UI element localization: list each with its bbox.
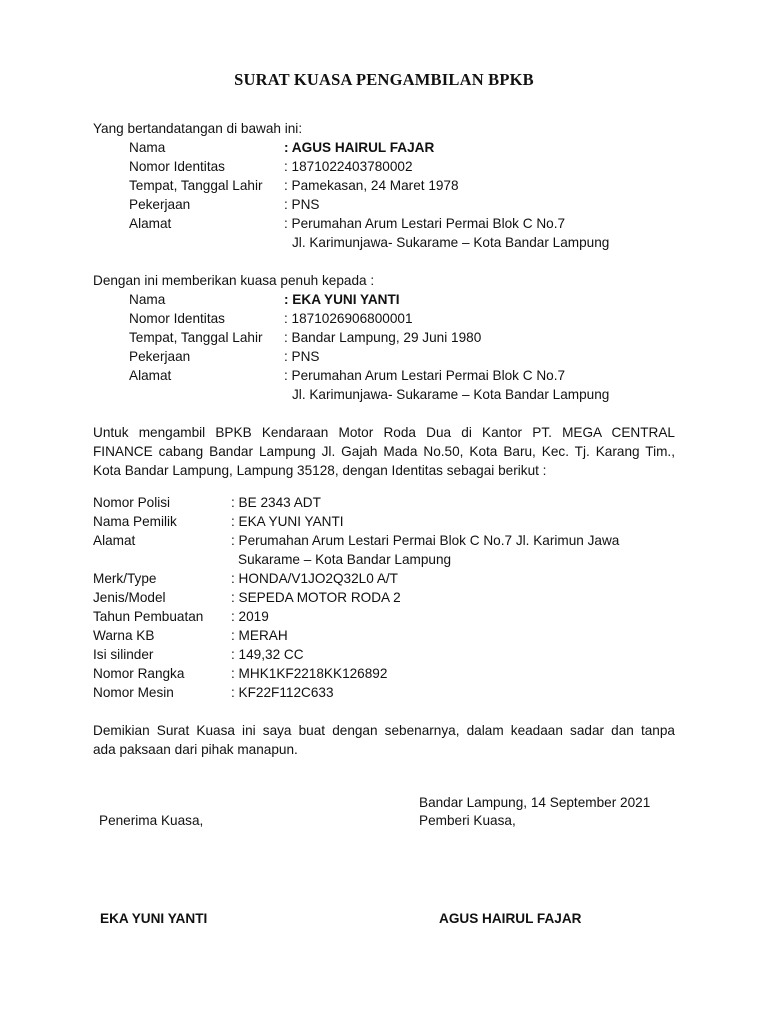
- field-value: : 1871026906800001: [284, 311, 413, 326]
- field-label: Nomor Identitas: [129, 159, 225, 174]
- field-value: : MERAH: [231, 628, 288, 643]
- paragraph-line: FINANCE cabang Bandar Lampung Jl. Gajah Mada No.50, Kota Baru, Kec. Tj. Karang Tim.,: [93, 444, 675, 459]
- field-label: Tempat, Tanggal Lahir: [129, 178, 263, 193]
- field-value: : SEPEDA MOTOR RODA 2: [231, 590, 401, 605]
- field-value: : EKA YUNI YANTI: [231, 514, 344, 529]
- grantee-intro: Dengan ini memberikan kuasa penuh kepada :: [93, 273, 375, 288]
- field-value: : PNS: [284, 349, 320, 364]
- field-value: : EKA YUNI YANTI: [284, 292, 400, 307]
- purpose-paragraph: [93, 423, 675, 480]
- paragraph-line: ada paksaan dari pihak manapun.: [93, 742, 298, 757]
- field-label: Nama: [129, 292, 166, 307]
- letter-title: SURAT KUASA PENGAMBILAN BPKB: [234, 70, 534, 89]
- field-label: Merk/Type: [93, 571, 157, 586]
- field-value: : PNS: [284, 197, 320, 212]
- field-value: Sukarame – Kota Bandar Lampung: [238, 552, 452, 567]
- field-value: : Bandar Lampung, 29 Juni 1980: [284, 330, 482, 345]
- field-value: : Pamekasan, 24 Maret 1978: [284, 178, 459, 193]
- field-value: : KF22F112C633: [231, 685, 334, 700]
- place-date: Bandar Lampung, 14 September 2021: [419, 795, 651, 810]
- field-label: Nomor Polisi: [93, 495, 171, 510]
- field-label: Nama Pemilik: [93, 514, 177, 529]
- field-label: Nama: [129, 140, 166, 155]
- field-value: : 2019: [231, 609, 269, 624]
- paragraph-line: Untuk mengambil BPKB Kendaraan Motor Roda Dua di Kantor PT. MEGA CENTRAL: [93, 425, 675, 440]
- field-value: : MHK1KF2218KK126892: [231, 666, 388, 681]
- field-value: : Perumahan Arum Lestari Permai Blok C No.7: [284, 216, 566, 231]
- grantor-intro: Yang bertandatangan di bawah ini:: [93, 121, 303, 136]
- receiver-name: EKA YUNI YANTI: [100, 911, 208, 926]
- field-label: Isi silinder: [93, 647, 154, 662]
- closing-paragraph: [93, 721, 675, 759]
- field-label: Pekerjaan: [129, 197, 191, 212]
- paragraph-line: Demikian Surat Kuasa ini saya buat dengan sebenarnya, dalam keadaan sadar dan tanpa: [93, 723, 675, 738]
- receiver-label: Penerima Kuasa,: [99, 813, 204, 828]
- field-label: Jenis/Model: [93, 590, 166, 605]
- field-label: Warna KB: [93, 628, 155, 643]
- field-label: Nomor Identitas: [129, 311, 225, 326]
- field-label: Alamat: [129, 368, 172, 383]
- giver-name: AGUS HAIRUL FAJAR: [439, 911, 582, 926]
- grantor-address-cont: Jl. Karimunjawa- Sukarame – Kota Bandar Lampung: [292, 235, 610, 250]
- field-label: Tempat, Tanggal Lahir: [129, 330, 263, 345]
- field-value: : Perumahan Arum Lestari Permai Blok C No.7 Jl. Karimun Jawa: [231, 533, 620, 548]
- field-value: : 1871022403780002: [284, 159, 413, 174]
- field-label: Alamat: [129, 216, 172, 231]
- field-label: Nomor Rangka: [93, 666, 185, 681]
- field-value: : Perumahan Arum Lestari Permai Blok C No.7: [284, 368, 566, 383]
- field-label: Alamat: [93, 533, 136, 548]
- field-label: Tahun Pembuatan: [93, 609, 204, 624]
- grantee-address-cont: Jl. Karimunjawa- Sukarame – Kota Bandar Lampung: [292, 387, 610, 402]
- field-value: : BE 2343 ADT: [231, 495, 321, 510]
- field-value: : AGUS HAIRUL FAJAR: [284, 140, 435, 155]
- field-label: Pekerjaan: [129, 349, 191, 364]
- field-label: Nomor Mesin: [93, 685, 174, 700]
- paragraph-line: Kota Bandar Lampung, Lampung 35128, dengan Identitas sebagai berikut :: [93, 463, 547, 478]
- field-value: : HONDA/V1JO2Q32L0 A/T: [231, 571, 398, 586]
- field-value: : 149,32 CC: [231, 647, 304, 662]
- giver-label: Pemberi Kuasa,: [419, 813, 516, 828]
